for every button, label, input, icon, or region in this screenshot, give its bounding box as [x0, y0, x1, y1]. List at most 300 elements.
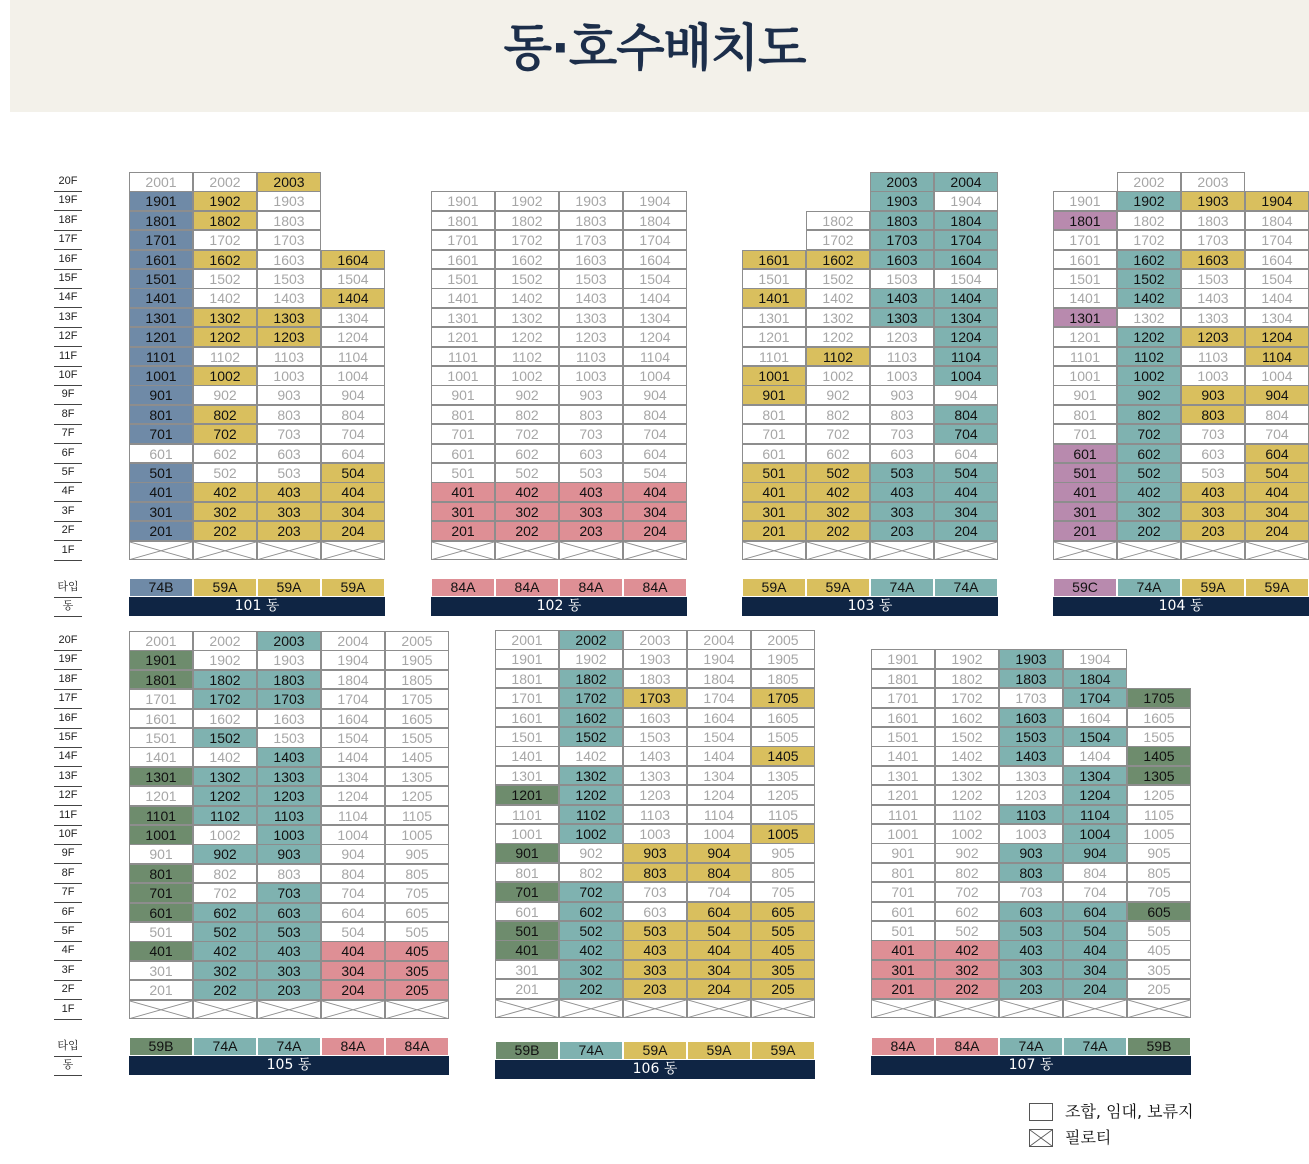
unit-cell: 2002 [1117, 172, 1181, 192]
unit-cell: 401 [742, 482, 806, 502]
unit-cell: 602 [935, 902, 999, 922]
floor-label: 5F [54, 463, 82, 483]
unit-cell: 1102 [193, 806, 257, 826]
unit-cell: 802 [193, 864, 257, 884]
unit-cell: 1603 [1181, 250, 1245, 270]
unit-cell: 1401 [871, 746, 935, 766]
unit-cell: 902 [806, 385, 870, 405]
unit-cell: 204 [321, 521, 385, 541]
unit-cell: 402 [193, 941, 257, 961]
unit-cell: 1005 [1127, 824, 1191, 844]
unit-cell: 904 [321, 385, 385, 405]
unit-cell: 1501 [129, 269, 193, 289]
unit-cell: 401 [1053, 482, 1117, 502]
piloti-cell [935, 999, 999, 1019]
unit-cell: 1501 [495, 727, 559, 747]
unit-cell: 2004 [934, 172, 998, 192]
unit-cell: 1703 [1181, 230, 1245, 250]
unit-cell: 305 [1127, 960, 1191, 980]
unit-cell: 802 [495, 405, 559, 425]
unit-cell: 1001 [129, 366, 193, 386]
unit-cell: 601 [431, 444, 495, 464]
floor-label: 17F [54, 689, 82, 709]
unit-cell: 1401 [495, 746, 559, 766]
unit-cell: 1304 [934, 308, 998, 328]
unit-cell: 304 [623, 502, 687, 522]
unit-cell: 405 [385, 941, 449, 961]
unit-cell: 604 [1063, 902, 1127, 922]
unit-cell: 1104 [687, 805, 751, 825]
type-cell: 84A [321, 1037, 385, 1056]
unit-cell: 801 [742, 405, 806, 425]
unit-cell: 1103 [559, 347, 623, 367]
unit-cell: 1003 [870, 366, 934, 386]
unit-cell: 1401 [129, 288, 193, 308]
unit-cell: 703 [870, 424, 934, 444]
unit-cell: 1801 [871, 669, 935, 689]
type-cell: 59A [623, 1041, 687, 1060]
unit-cell: 305 [385, 961, 449, 981]
unit-cell: 201 [129, 521, 193, 541]
unit-cell: 402 [495, 482, 559, 502]
type-row-label-bottom: 타입 [54, 1037, 82, 1057]
unit-cell: 203 [559, 521, 623, 541]
unit-cell: 1004 [623, 366, 687, 386]
unit-cell: 1104 [623, 347, 687, 367]
unit-cell: 1903 [257, 650, 321, 670]
unit-cell: 1503 [1181, 269, 1245, 289]
unit-cell: 2003 [1181, 172, 1245, 192]
floor-label: 4F [54, 941, 82, 961]
unit-cell: 1401 [129, 747, 193, 767]
type-cell: 84A [559, 578, 623, 597]
unit-cell: 603 [1181, 444, 1245, 464]
unit-cell: 1203 [999, 785, 1063, 805]
unit-cell: 501 [871, 921, 935, 941]
unit-cell: 1604 [321, 709, 385, 729]
unit-cell: 1002 [935, 824, 999, 844]
unit-cell: 1301 [129, 767, 193, 787]
unit-cell: 1203 [623, 785, 687, 805]
unit-cell: 701 [742, 424, 806, 444]
unit-cell: 1803 [559, 211, 623, 231]
dong-label: 103 동 [742, 597, 998, 616]
floor-label: 17F [54, 230, 82, 250]
unit-cell: 905 [751, 843, 815, 863]
piloti-cell [1181, 541, 1245, 561]
unit-cell: 1702 [193, 230, 257, 250]
unit-cell: 1804 [934, 211, 998, 231]
unit-cell: 203 [999, 979, 1063, 999]
floor-label: 14F [54, 747, 82, 767]
unit-cell: 1702 [559, 688, 623, 708]
unit-cell: 1702 [1117, 230, 1181, 250]
unit-cell: 1803 [1181, 211, 1245, 231]
unit-cell: 1002 [1117, 366, 1181, 386]
unit-cell: 1102 [935, 805, 999, 825]
unit-cell: 1903 [999, 649, 1063, 669]
unit-cell: 403 [623, 940, 687, 960]
unit-cell: 202 [495, 521, 559, 541]
unit-cell: 1802 [559, 669, 623, 689]
unit-cell: 202 [935, 979, 999, 999]
unit-cell: 1402 [495, 288, 559, 308]
piloti-cell [687, 999, 751, 1019]
unit-cell: 601 [742, 444, 806, 464]
type-cell: 74A [870, 578, 934, 597]
piloti-cell [495, 541, 559, 561]
unit-cell: 1803 [870, 211, 934, 231]
unit-cell: 1604 [1063, 708, 1127, 728]
unit-cell: 605 [1127, 902, 1191, 922]
unit-cell: 1503 [623, 727, 687, 747]
unit-cell: 1502 [495, 269, 559, 289]
unit-cell: 1304 [623, 308, 687, 328]
unit-cell: 1601 [431, 250, 495, 270]
unit-cell: 503 [623, 921, 687, 941]
unit-cell: 701 [431, 424, 495, 444]
unit-cell: 1604 [1245, 250, 1309, 270]
unit-cell: 305 [751, 960, 815, 980]
unit-cell: 1001 [129, 825, 193, 845]
unit-cell: 301 [129, 961, 193, 981]
piloti-cell [257, 1000, 321, 1020]
unit-cell: 402 [935, 940, 999, 960]
unit-cell: 1001 [495, 824, 559, 844]
unit-cell: 1802 [806, 211, 870, 231]
unit-cell: 1003 [559, 366, 623, 386]
unit-cell: 1705 [751, 688, 815, 708]
unit-cell: 303 [870, 502, 934, 522]
unit-cell: 603 [870, 444, 934, 464]
unit-cell: 1301 [495, 766, 559, 786]
unit-cell: 904 [1063, 843, 1127, 863]
unit-cell: 1301 [1053, 308, 1117, 328]
unit-cell: 704 [934, 424, 998, 444]
unit-cell: 204 [1063, 979, 1127, 999]
unit-cell: 1002 [193, 366, 257, 386]
unit-cell: 1702 [193, 689, 257, 709]
unit-cell: 201 [871, 979, 935, 999]
unit-cell: 1004 [1245, 366, 1309, 386]
unit-cell: 1904 [687, 649, 751, 669]
unit-cell: 1905 [385, 650, 449, 670]
unit-cell: 204 [321, 980, 385, 1000]
unit-cell: 203 [870, 521, 934, 541]
unit-cell: 2003 [257, 172, 321, 192]
floor-label: 1F [54, 541, 82, 561]
unit-cell: 1601 [129, 709, 193, 729]
unit-cell: 304 [321, 502, 385, 522]
type-cell: 84A [495, 578, 559, 597]
unit-cell: 1205 [751, 785, 815, 805]
unit-cell: 1304 [687, 766, 751, 786]
unit-cell: 702 [193, 883, 257, 903]
unit-cell: 1305 [385, 767, 449, 787]
unit-cell: 1702 [935, 688, 999, 708]
unit-cell: 1503 [257, 728, 321, 748]
unit-cell: 503 [999, 921, 1063, 941]
unit-cell: 201 [129, 980, 193, 1000]
unit-cell: 201 [495, 979, 559, 999]
type-cell: 59B [129, 1037, 193, 1056]
unit-cell: 1401 [742, 288, 806, 308]
unit-cell: 403 [999, 940, 1063, 960]
unit-cell: 404 [1245, 482, 1309, 502]
unit-cell: 504 [687, 921, 751, 941]
unit-cell: 1302 [806, 308, 870, 328]
unit-cell: 1403 [870, 288, 934, 308]
unit-cell: 803 [623, 863, 687, 883]
unit-cell: 603 [999, 902, 1063, 922]
unit-cell: 1902 [193, 650, 257, 670]
unit-cell: 1904 [321, 650, 385, 670]
unit-cell: 1704 [687, 688, 751, 708]
unit-cell: 301 [871, 960, 935, 980]
unit-cell: 1802 [193, 211, 257, 231]
unit-cell: 602 [193, 903, 257, 923]
unit-cell: 1504 [687, 727, 751, 747]
unit-cell: 601 [129, 444, 193, 464]
type-cell: 59B [495, 1041, 559, 1060]
unit-cell: 702 [495, 424, 559, 444]
unit-cell: 2001 [495, 630, 559, 650]
unit-cell: 502 [1117, 463, 1181, 483]
floor-label: 6F [54, 444, 82, 464]
unit-cell: 1203 [257, 327, 321, 347]
unit-cell: 501 [495, 921, 559, 941]
unit-cell: 1202 [806, 327, 870, 347]
unit-cell: 1202 [559, 785, 623, 805]
unit-cell: 2004 [321, 631, 385, 651]
unit-cell: 1102 [806, 347, 870, 367]
unit-cell: 1801 [495, 669, 559, 689]
unit-cell: 1201 [742, 327, 806, 347]
unit-cell: 605 [751, 902, 815, 922]
unit-cell: 1301 [742, 308, 806, 328]
unit-cell: 704 [1063, 882, 1127, 902]
unit-cell: 404 [1063, 940, 1127, 960]
unit-cell: 201 [1053, 521, 1117, 541]
unit-cell: 1605 [1127, 708, 1191, 728]
legend-piloti-label: 필로티 [1065, 1128, 1112, 1147]
unit-cell: 1303 [870, 308, 934, 328]
unit-cell: 1602 [193, 250, 257, 270]
unit-cell: 1505 [1127, 727, 1191, 747]
unit-cell: 1102 [1117, 347, 1181, 367]
unit-cell: 401 [129, 941, 193, 961]
unit-cell: 804 [1245, 405, 1309, 425]
unit-cell: 205 [751, 979, 815, 999]
unit-cell: 1502 [193, 728, 257, 748]
unit-cell: 604 [687, 902, 751, 922]
unit-cell: 404 [321, 941, 385, 961]
unit-cell: 1304 [1063, 766, 1127, 786]
unit-cell: 204 [1245, 521, 1309, 541]
unit-cell: 1104 [1245, 347, 1309, 367]
unit-cell: 1702 [495, 230, 559, 250]
unit-cell: 2002 [193, 172, 257, 192]
unit-cell: 1703 [257, 689, 321, 709]
unit-cell: 1203 [559, 327, 623, 347]
unit-cell: 1001 [431, 366, 495, 386]
unit-cell: 1201 [495, 785, 559, 805]
unit-cell: 704 [687, 882, 751, 902]
unit-cell: 1604 [687, 708, 751, 728]
unit-cell: 1202 [193, 786, 257, 806]
unit-cell: 501 [129, 922, 193, 942]
unit-cell: 1701 [129, 230, 193, 250]
unit-cell: 701 [129, 424, 193, 444]
unit-cell: 1105 [1127, 805, 1191, 825]
unit-cell: 203 [257, 980, 321, 1000]
unit-cell: 1602 [495, 250, 559, 270]
unit-cell: 302 [193, 502, 257, 522]
unit-cell: 905 [385, 844, 449, 864]
unit-cell: 1001 [742, 366, 806, 386]
piloti-cell [321, 541, 385, 561]
dong-row-label-bottom: 동 [54, 1056, 82, 1076]
unit-cell: 601 [129, 903, 193, 923]
unit-cell: 904 [623, 385, 687, 405]
unit-cell: 805 [385, 864, 449, 884]
unit-cell: 504 [1245, 463, 1309, 483]
type-cell: 59C [1053, 578, 1117, 597]
unit-cell: 704 [321, 883, 385, 903]
unit-cell: 1801 [129, 670, 193, 690]
unit-cell: 1903 [1181, 191, 1245, 211]
unit-cell: 505 [751, 921, 815, 941]
unit-cell: 302 [935, 960, 999, 980]
unit-cell: 901 [1053, 385, 1117, 405]
unit-cell: 602 [495, 444, 559, 464]
unit-cell: 1302 [935, 766, 999, 786]
legend-none-swatch [1029, 1103, 1053, 1121]
unit-cell: 504 [321, 463, 385, 483]
unit-cell: 2005 [385, 631, 449, 651]
piloti-cell [495, 999, 559, 1019]
unit-cell: 501 [1053, 463, 1117, 483]
unit-cell: 403 [257, 482, 321, 502]
legend-none-label: 조합, 임대, 보류지 [1065, 1102, 1194, 1121]
unit-cell: 902 [935, 843, 999, 863]
unit-cell: 502 [193, 463, 257, 483]
unit-cell: 1601 [742, 250, 806, 270]
floor-label: 9F [54, 385, 82, 405]
unit-cell: 202 [193, 980, 257, 1000]
piloti-cell [193, 541, 257, 561]
unit-cell: 602 [1117, 444, 1181, 464]
unit-cell: 1901 [431, 191, 495, 211]
unit-cell: 1002 [193, 825, 257, 845]
unit-cell: 903 [257, 385, 321, 405]
unit-cell: 703 [999, 882, 1063, 902]
unit-cell: 1904 [623, 191, 687, 211]
unit-cell: 704 [623, 424, 687, 444]
unit-cell: 201 [742, 521, 806, 541]
floor-label: 5F [54, 922, 82, 942]
unit-cell: 1901 [129, 650, 193, 670]
unit-cell: 502 [495, 463, 559, 483]
unit-cell: 202 [559, 979, 623, 999]
unit-cell: 1805 [751, 669, 815, 689]
unit-cell: 1601 [1053, 250, 1117, 270]
dong-label: 106 동 [495, 1060, 815, 1079]
unit-cell: 1603 [623, 708, 687, 728]
unit-cell: 601 [871, 902, 935, 922]
unit-cell: 802 [935, 863, 999, 883]
unit-cell: 502 [806, 463, 870, 483]
floor-label: 15F [54, 728, 82, 748]
unit-cell: 1602 [806, 250, 870, 270]
unit-cell: 1003 [257, 825, 321, 845]
unit-cell: 1603 [257, 250, 321, 270]
unit-cell: 1104 [1063, 805, 1127, 825]
unit-cell: 1204 [1245, 327, 1309, 347]
unit-cell: 1803 [257, 211, 321, 231]
piloti-cell [385, 1000, 449, 1020]
unit-cell: 1001 [871, 824, 935, 844]
unit-cell: 1901 [1053, 191, 1117, 211]
unit-cell: 1004 [934, 366, 998, 386]
unit-cell: 502 [559, 921, 623, 941]
unit-cell: 1803 [257, 670, 321, 690]
piloti-cell [934, 541, 998, 561]
type-cell: 59A [321, 578, 385, 597]
unit-cell: 303 [999, 960, 1063, 980]
page-title: 동·호수배치도 [503, 19, 806, 77]
dong-label: 104 동 [1053, 597, 1309, 616]
unit-cell: 1302 [495, 308, 559, 328]
unit-cell: 402 [193, 482, 257, 502]
piloti-cell [742, 541, 806, 561]
unit-cell: 1804 [687, 669, 751, 689]
unit-cell: 705 [385, 883, 449, 903]
unit-cell: 903 [999, 843, 1063, 863]
unit-cell: 503 [257, 463, 321, 483]
unit-cell: 302 [193, 961, 257, 981]
floor-label: 16F [54, 709, 82, 729]
unit-cell: 204 [623, 521, 687, 541]
unit-cell: 1104 [321, 806, 385, 826]
unit-cell: 804 [1063, 863, 1127, 883]
unit-cell: 1903 [870, 191, 934, 211]
piloti-cell [623, 541, 687, 561]
unit-cell: 1501 [431, 269, 495, 289]
unit-cell: 803 [257, 864, 321, 884]
floor-label: 16F [54, 250, 82, 270]
unit-cell: 503 [1181, 463, 1245, 483]
unit-cell: 401 [871, 940, 935, 960]
unit-cell: 1605 [751, 708, 815, 728]
unit-cell: 1204 [623, 327, 687, 347]
unit-cell: 1503 [870, 269, 934, 289]
piloti-cell [871, 999, 935, 1019]
unit-cell: 1504 [321, 728, 385, 748]
unit-cell: 1704 [1063, 688, 1127, 708]
unit-cell: 1004 [1063, 824, 1127, 844]
unit-cell: 804 [321, 405, 385, 425]
dong-label: 105 동 [129, 1056, 449, 1075]
unit-cell: 301 [495, 960, 559, 980]
unit-cell: 404 [934, 482, 998, 502]
unit-cell: 1403 [1181, 288, 1245, 308]
unit-cell: 802 [193, 405, 257, 425]
dong-label: 101 동 [129, 597, 385, 616]
unit-cell: 1504 [1063, 727, 1127, 747]
piloti-cell [1117, 541, 1181, 561]
unit-cell: 504 [623, 463, 687, 483]
